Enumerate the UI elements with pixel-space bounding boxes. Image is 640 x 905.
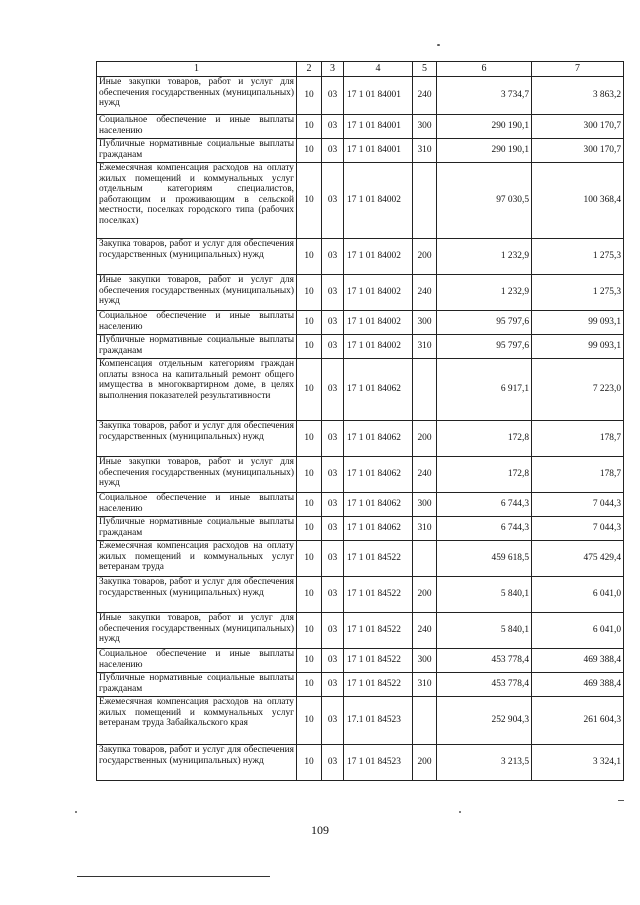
- target-article-cell: 17 1 01 84001: [344, 115, 413, 139]
- expense-type-cell: 310: [413, 673, 437, 697]
- expense-type-cell: 200: [413, 421, 437, 457]
- table-row: [97, 77, 624, 115]
- expense-type-cell: 300: [413, 311, 437, 335]
- footnote-divider: [77, 876, 270, 877]
- expense-type-cell: 300: [413, 649, 437, 673]
- section-code-cell: 10: [297, 649, 322, 673]
- expense-type-cell: 300: [413, 115, 437, 139]
- amount-year-1-cell: 172,8: [437, 421, 532, 457]
- amount-year-1-cell: 95 797,6: [437, 311, 532, 335]
- expense-type-cell: [413, 541, 437, 577]
- table-row: [97, 613, 624, 649]
- amount-year-1-cell: 453 778,4: [437, 673, 532, 697]
- amount-year-1-cell: 290 190,1: [437, 139, 532, 163]
- header-col-4: 4: [344, 62, 413, 77]
- subsection-code-cell: 03: [322, 359, 344, 421]
- subsection-code-cell: 03: [322, 457, 344, 493]
- table-header-row: [97, 62, 624, 77]
- row-name-cell: Иные закупки товаров, работ и услуг для обеспечения государственных (муниципальных) нужд: [97, 613, 297, 649]
- target-article-cell: 17 1 01 84062: [344, 421, 413, 457]
- row-name-cell: Ежемесячная компенсация расходов на оплату жилых помещений и коммунальных услуг ветеранам труда Забайкальского края: [97, 697, 297, 745]
- subsection-code-cell: 03: [322, 335, 344, 359]
- table-row: [97, 335, 624, 359]
- expense-type-cell: 310: [413, 517, 437, 541]
- amount-year-2-cell: 99 093,1: [532, 311, 624, 335]
- amount-year-1-cell: 3 734,7: [437, 77, 532, 115]
- section-code-cell: 10: [297, 421, 322, 457]
- row-name-cell: Социальное обеспечение и иные выплаты населению: [97, 649, 297, 673]
- row-name-cell: Иные закупки товаров, работ и услуг для обеспечения государственных (муниципальных) нужд: [97, 275, 297, 311]
- amount-year-2-cell: 99 093,1: [532, 335, 624, 359]
- row-name-cell: Публичные нормативные социальные выплаты гражданам: [97, 139, 297, 163]
- amount-year-1-cell: 453 778,4: [437, 649, 532, 673]
- target-article-cell: 17 1 01 84522: [344, 577, 413, 613]
- section-code-cell: 10: [297, 139, 322, 163]
- target-article-cell: 17 1 01 84002: [344, 335, 413, 359]
- target-article-cell: 17 1 01 84522: [344, 613, 413, 649]
- row-name-cell: Публичные нормативные социальные выплаты гражданам: [97, 673, 297, 697]
- amount-year-1-cell: 95 797,6: [437, 335, 532, 359]
- scan-speck: [618, 800, 624, 801]
- subsection-code-cell: 03: [322, 517, 344, 541]
- row-name-cell: Закупка товаров, работ и услуг для обеспечения государственных (муниципальных) нужд: [97, 421, 297, 457]
- section-code-cell: 10: [297, 115, 322, 139]
- expense-type-cell: 240: [413, 613, 437, 649]
- target-article-cell: 17 1 01 84522: [344, 649, 413, 673]
- table-row: [97, 275, 624, 311]
- target-article-cell: 17 1 01 84002: [344, 163, 413, 239]
- section-code-cell: 10: [297, 163, 322, 239]
- expense-type-cell: 200: [413, 745, 437, 781]
- amount-year-2-cell: 178,7: [532, 421, 624, 457]
- expense-type-cell: 310: [413, 335, 437, 359]
- amount-year-2-cell: 261 604,3: [532, 697, 624, 745]
- row-name-cell: Ежемесячная компенсация расходов на оплату жилых помещений и коммунальных услуг ветеранам труда: [97, 541, 297, 577]
- subsection-code-cell: 03: [322, 673, 344, 697]
- amount-year-2-cell: 6 041,0: [532, 613, 624, 649]
- section-code-cell: 10: [297, 457, 322, 493]
- table-row: [97, 457, 624, 493]
- expense-type-cell: 240: [413, 457, 437, 493]
- subsection-code-cell: 03: [322, 275, 344, 311]
- subsection-code-cell: 03: [322, 613, 344, 649]
- subsection-code-cell: 03: [322, 77, 344, 115]
- section-code-cell: 10: [297, 275, 322, 311]
- table-row: [97, 311, 624, 335]
- header-col-7: 7: [532, 62, 624, 77]
- table-row: [97, 139, 624, 163]
- subsection-code-cell: 03: [322, 421, 344, 457]
- target-article-cell: 17 1 01 84062: [344, 493, 413, 517]
- amount-year-1-cell: 1 232,9: [437, 239, 532, 275]
- table-row: [97, 649, 624, 673]
- amount-year-2-cell: 469 388,4: [532, 649, 624, 673]
- subsection-code-cell: 03: [322, 577, 344, 613]
- expense-type-cell: 300: [413, 493, 437, 517]
- row-name-cell: Ежемесячная компенсация расходов на оплату жилых помещений и коммунальных услуг отдельным категориям специалистов, работающим и проживающим в сельской местности, поселках городского типа (рабочих поселках): [97, 163, 297, 239]
- target-article-cell: 17 1 01 84062: [344, 359, 413, 421]
- target-article-cell: 17 1 01 84522: [344, 673, 413, 697]
- budget-table: [96, 61, 624, 781]
- target-article-cell: 17 1 01 84522: [344, 541, 413, 577]
- amount-year-1-cell: 172,8: [437, 457, 532, 493]
- table-row: [97, 745, 624, 781]
- section-code-cell: 10: [297, 359, 322, 421]
- section-code-cell: 10: [297, 745, 322, 781]
- amount-year-2-cell: 7 223,0: [532, 359, 624, 421]
- row-name-cell: Социальное обеспечение и иные выплаты населению: [97, 115, 297, 139]
- section-code-cell: 10: [297, 541, 322, 577]
- amount-year-2-cell: 3 324,1: [532, 745, 624, 781]
- page-number: 109: [311, 823, 329, 837]
- row-name-cell: Социальное обеспечение и иные выплаты населению: [97, 493, 297, 517]
- section-code-cell: 10: [297, 697, 322, 745]
- target-article-cell: 17 1 01 84002: [344, 311, 413, 335]
- amount-year-1-cell: 5 840,1: [437, 577, 532, 613]
- section-code-cell: 10: [297, 517, 322, 541]
- scan-speck: [75, 811, 77, 813]
- header-col-5: 5: [413, 62, 437, 77]
- section-code-cell: 10: [297, 77, 322, 115]
- row-name-cell: Закупка товаров, работ и услуг для обеспечения государственных (муниципальных) нужд: [97, 577, 297, 613]
- section-code-cell: 10: [297, 493, 322, 517]
- row-name-cell: Закупка товаров, работ и услуг для обеспечения государственных (муниципальных) нужд: [97, 239, 297, 275]
- amount-year-1-cell: 290 190,1: [437, 115, 532, 139]
- row-name-cell: Закупка товаров, работ и услуг для обеспечения государственных (муниципальных) нужд: [97, 745, 297, 781]
- target-article-cell: 17 1 01 84523: [344, 745, 413, 781]
- subsection-code-cell: 03: [322, 745, 344, 781]
- amount-year-2-cell: 7 044,3: [532, 517, 624, 541]
- target-article-cell: 17 1 01 84002: [344, 239, 413, 275]
- subsection-code-cell: 03: [322, 311, 344, 335]
- subsection-code-cell: 03: [322, 115, 344, 139]
- amount-year-1-cell: 6 744,3: [437, 493, 532, 517]
- subsection-code-cell: 03: [322, 163, 344, 239]
- amount-year-1-cell: 5 840,1: [437, 613, 532, 649]
- amount-year-2-cell: 300 170,7: [532, 139, 624, 163]
- subsection-code-cell: 03: [322, 239, 344, 275]
- amount-year-2-cell: 3 863,2: [532, 77, 624, 115]
- expense-type-cell: 310: [413, 139, 437, 163]
- amount-year-1-cell: 97 030,5: [437, 163, 532, 239]
- subsection-code-cell: 03: [322, 493, 344, 517]
- table-row: [97, 673, 624, 697]
- target-article-cell: 17 1 01 84002: [344, 275, 413, 311]
- amount-year-1-cell: 252 904,3: [437, 697, 532, 745]
- table-row: [97, 493, 624, 517]
- expense-type-cell: [413, 163, 437, 239]
- amount-year-1-cell: 6 744,3: [437, 517, 532, 541]
- expense-type-cell: 200: [413, 239, 437, 275]
- section-code-cell: 10: [297, 673, 322, 697]
- amount-year-1-cell: 6 917,1: [437, 359, 532, 421]
- table-body: [97, 77, 624, 781]
- target-article-cell: 17 1 01 84062: [344, 517, 413, 541]
- header-col-6: 6: [437, 62, 532, 77]
- section-code-cell: 10: [297, 577, 322, 613]
- table-row: [97, 577, 624, 613]
- amount-year-2-cell: 475 429,4: [532, 541, 624, 577]
- expense-type-cell: [413, 697, 437, 745]
- section-code-cell: 10: [297, 613, 322, 649]
- table-row: [97, 239, 624, 275]
- table-row: [97, 421, 624, 457]
- amount-year-2-cell: 1 275,3: [532, 239, 624, 275]
- subsection-code-cell: 03: [322, 697, 344, 745]
- row-name-cell: Публичные нормативные социальные выплаты гражданам: [97, 335, 297, 359]
- row-name-cell: Публичные нормативные социальные выплаты гражданам: [97, 517, 297, 541]
- amount-year-1-cell: 459 618,5: [437, 541, 532, 577]
- amount-year-2-cell: 100 368,4: [532, 163, 624, 239]
- table-row: [97, 697, 624, 745]
- table-row: [97, 163, 624, 239]
- section-code-cell: 10: [297, 311, 322, 335]
- amount-year-2-cell: 1 275,3: [532, 275, 624, 311]
- table-row: [97, 541, 624, 577]
- amount-year-2-cell: 300 170,7: [532, 115, 624, 139]
- amount-year-2-cell: 469 388,4: [532, 673, 624, 697]
- expense-type-cell: [413, 359, 437, 421]
- subsection-code-cell: 03: [322, 541, 344, 577]
- row-name-cell: Социальное обеспечение и иные выплаты населению: [97, 311, 297, 335]
- header-col-1: 1: [97, 62, 297, 77]
- scan-speck: [437, 44, 440, 46]
- header-col-2: 2: [297, 62, 322, 77]
- row-name-cell: Компенсация отдельным категориям граждан оплаты взноса на капитальный ремонт общего имущества в многоквартирном доме, в целях выполнения показателей результативности: [97, 359, 297, 421]
- row-name-cell: Иные закупки товаров, работ и услуг для обеспечения государственных (муниципальных) нужд: [97, 77, 297, 115]
- table-row: [97, 359, 624, 421]
- target-article-cell: 17 1 01 84001: [344, 77, 413, 115]
- table-row: [97, 517, 624, 541]
- amount-year-2-cell: 7 044,3: [532, 493, 624, 517]
- header-col-3: 3: [322, 62, 344, 77]
- expense-type-cell: 200: [413, 577, 437, 613]
- expense-type-cell: 240: [413, 77, 437, 115]
- row-name-cell: Иные закупки товаров, работ и услуг для обеспечения государственных (муниципальных) нужд: [97, 457, 297, 493]
- amount-year-1-cell: 3 213,5: [437, 745, 532, 781]
- target-article-cell: 17.1 01 84523: [344, 697, 413, 745]
- subsection-code-cell: 03: [322, 139, 344, 163]
- subsection-code-cell: 03: [322, 649, 344, 673]
- amount-year-2-cell: 178,7: [532, 457, 624, 493]
- target-article-cell: 17 1 01 84062: [344, 457, 413, 493]
- section-code-cell: 10: [297, 335, 322, 359]
- target-article-cell: 17 1 01 84001: [344, 139, 413, 163]
- section-code-cell: 10: [297, 239, 322, 275]
- table-row: [97, 115, 624, 139]
- amount-year-2-cell: 6 041,0: [532, 577, 624, 613]
- scan-speck: [459, 811, 461, 813]
- expense-type-cell: 240: [413, 275, 437, 311]
- amount-year-1-cell: 1 232,9: [437, 275, 532, 311]
